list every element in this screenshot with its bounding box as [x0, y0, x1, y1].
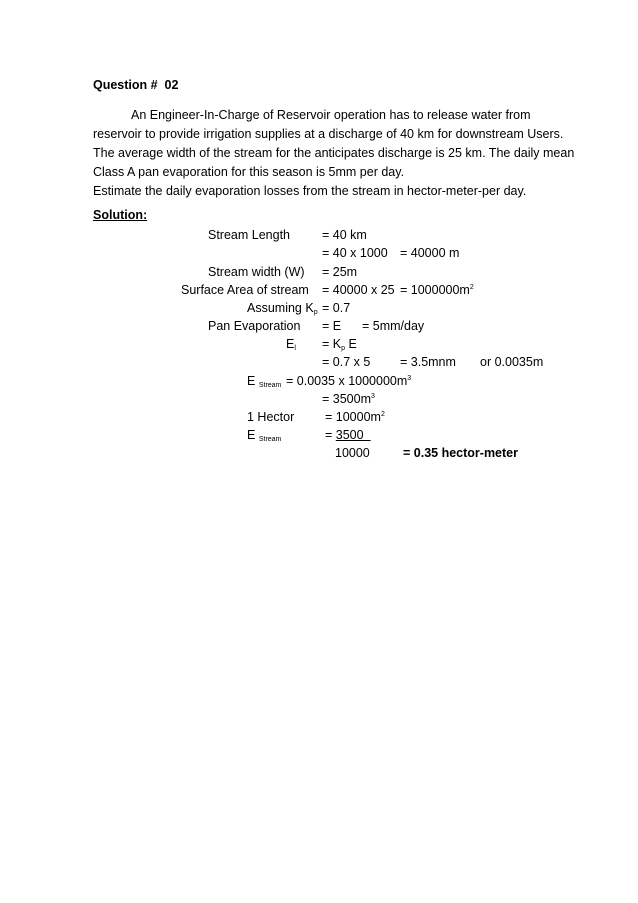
surface-area-result: = $1000000m^2$ [400, 283, 474, 297]
pan-evaporation-value: = 5mm/day [362, 319, 425, 333]
solution-heading: Solution: [93, 208, 148, 222]
final-answer: = 0.35 hector-meter [403, 446, 518, 460]
pan-evaporation-symbol: = E [322, 319, 342, 333]
estream-result: = $3500m^3$ [322, 392, 375, 406]
surface-area-calc: = 40000 x 25 [322, 283, 395, 297]
el-calc: = 0.7 x 5 [322, 355, 371, 369]
stream-length-result: = 40000 m [400, 246, 460, 260]
surface-area-label: Surface Area of stream [181, 283, 309, 297]
el-result-m: or 0.0035m [480, 355, 544, 369]
question-paragraph [93, 106, 579, 201]
stream-width-label: Stream width (W) [208, 265, 305, 279]
question-text: An Engineer-In-Charge of Reservoir operation has to release water from reservoir to provide irrigation supplies at a discharge of 40 km for downstream Users. The average width of the stream for the anticipates discharge is 25 km. The daily mean Class A pan evaporation for this season is 5mm per day. [93, 108, 575, 179]
el-formula: = $K_p$ E [322, 337, 357, 352]
fraction-denominator: 10000 [335, 446, 370, 460]
stream-width-value: = 25m [322, 265, 358, 279]
question-task: Estimate the daily evaporation losses from the stream in hector-meter-per day. [93, 184, 527, 198]
assuming-kp-value: = 0.7 [322, 301, 351, 315]
fraction-numerator: = 3500 [325, 428, 364, 442]
el-result-mm: = 3.5mnm [400, 355, 456, 369]
stream-length-value: = 40 km [322, 228, 367, 242]
estream-calc: = 0.0035 x $1000000m^3$ [286, 374, 412, 388]
estream2-label: E $_{Stream}$ [247, 428, 282, 443]
pan-evaporation-label: Pan Evaporation [208, 319, 301, 333]
stream-length-label: Stream Length [208, 228, 290, 242]
assuming-kp-label: Assuming $K_p$ [247, 301, 318, 316]
question-title: Question # 02 [93, 78, 179, 92]
hector-label: 1 Hector [247, 410, 295, 424]
estream-label: E $_{Stream}$ [247, 374, 282, 389]
el-label: $E_l$ [286, 337, 296, 352]
stream-length-conversion: = 40 x 1000 [322, 246, 388, 260]
hector-value: = $10000m^2$ [325, 410, 385, 424]
